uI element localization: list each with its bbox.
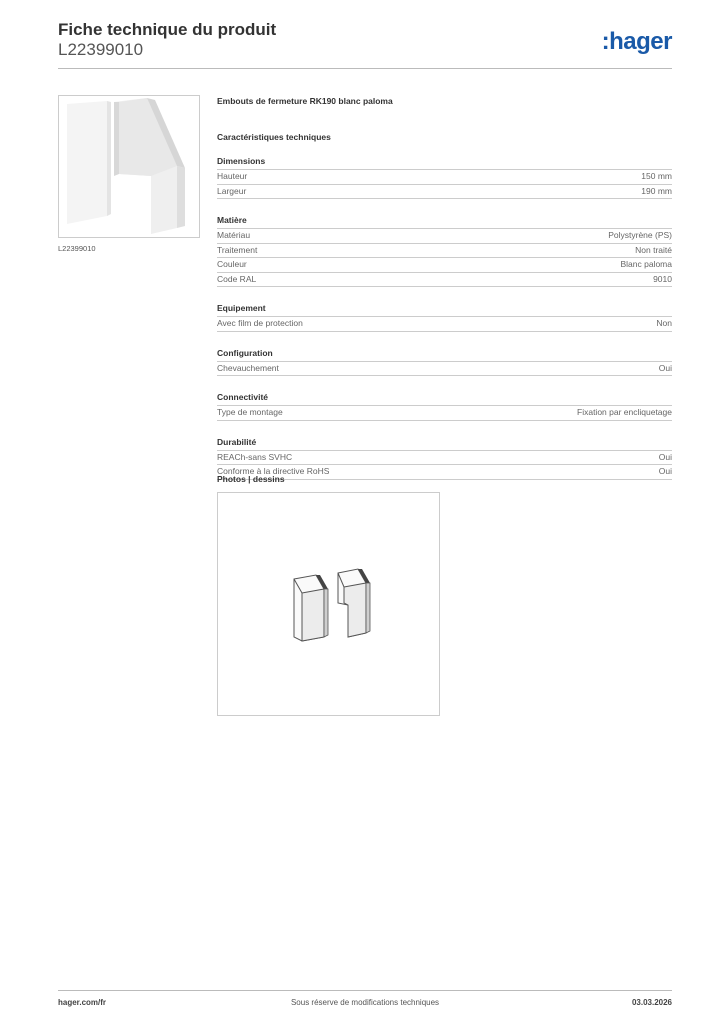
section-title: Durabilité (217, 437, 672, 451)
hager-logo: :hager (601, 28, 672, 55)
spec-value: Non (656, 318, 672, 328)
section-matiere (217, 215, 672, 287)
spec-label: Hauteur (217, 171, 248, 181)
product-drawing-image (218, 493, 441, 717)
product-reference: L22399010 (58, 40, 144, 59)
spec-value: 190 mm (641, 185, 672, 196)
spec-sections (217, 156, 672, 480)
spec-label: Conforme à la directive RoHS (217, 466, 330, 476)
spec-label: Chevauchement (217, 362, 279, 373)
section-dimensions (217, 156, 672, 199)
spec-label: Traitement (217, 244, 258, 255)
spec-label: Avec film de protection (217, 318, 303, 328)
section-durabilite (217, 437, 672, 480)
spec-row (217, 362, 672, 377)
footer-date: 03.03.2026 (631, 998, 672, 1007)
spec-heading: Caractéristiques techniques (217, 132, 331, 142)
photos-heading: Photos | dessins (217, 474, 285, 484)
spec-row (217, 451, 672, 466)
spec-value: Oui (658, 362, 672, 373)
spec-value: Polystyrène (PS) (608, 230, 672, 240)
section-configuration (217, 348, 672, 377)
section-title: Matière (217, 215, 672, 229)
spec-label: Matériau (217, 230, 251, 240)
product-name: Embouts de fermeture RK190 blanc paloma (217, 96, 393, 106)
spec-row (217, 185, 672, 200)
document-title: Fiche technique du produit (58, 20, 277, 39)
spec-label: Type de montage (217, 407, 283, 417)
section-connectivite (217, 392, 672, 421)
spec-row (217, 258, 672, 273)
footer-divider (58, 990, 672, 991)
spec-value: Oui (658, 451, 672, 462)
footer-disclaimer: Sous réserve de modifications techniques (290, 998, 440, 1007)
section-title: Dimensions (217, 156, 672, 170)
thumbnail-caption: L22399010 (58, 244, 96, 253)
spec-row (217, 170, 672, 185)
spec-row (217, 273, 672, 288)
spec-value: Blanc paloma (620, 259, 672, 269)
product-photo-frame (217, 492, 440, 716)
spec-value: Fixation par encliquetage (577, 407, 672, 417)
spec-label: REACh-sans SVHC (217, 451, 293, 462)
spec-row (217, 317, 672, 332)
header-divider (58, 68, 672, 69)
spec-label: Code RAL (217, 273, 257, 284)
spec-label: Largeur (217, 185, 247, 196)
product-render-image (59, 96, 200, 238)
spec-value: 9010 (653, 273, 672, 284)
section-title: Configuration (217, 348, 672, 362)
spec-row (217, 465, 672, 480)
product-thumbnail (58, 95, 200, 238)
page-header (58, 20, 672, 68)
spec-row (217, 229, 672, 244)
spec-value: 150 mm (641, 171, 672, 181)
section-equipement (217, 303, 672, 332)
spec-row (217, 406, 672, 421)
spec-value: Oui (658, 466, 672, 476)
spec-value: Non traité (635, 244, 672, 255)
website-link[interactable]: hager.com/fr (58, 998, 107, 1007)
section-title: Equipement (217, 303, 672, 317)
section-title: Connectivité (217, 392, 672, 406)
spec-row (217, 244, 672, 259)
spec-label: Couleur (217, 259, 247, 269)
product-main-content (217, 96, 672, 480)
